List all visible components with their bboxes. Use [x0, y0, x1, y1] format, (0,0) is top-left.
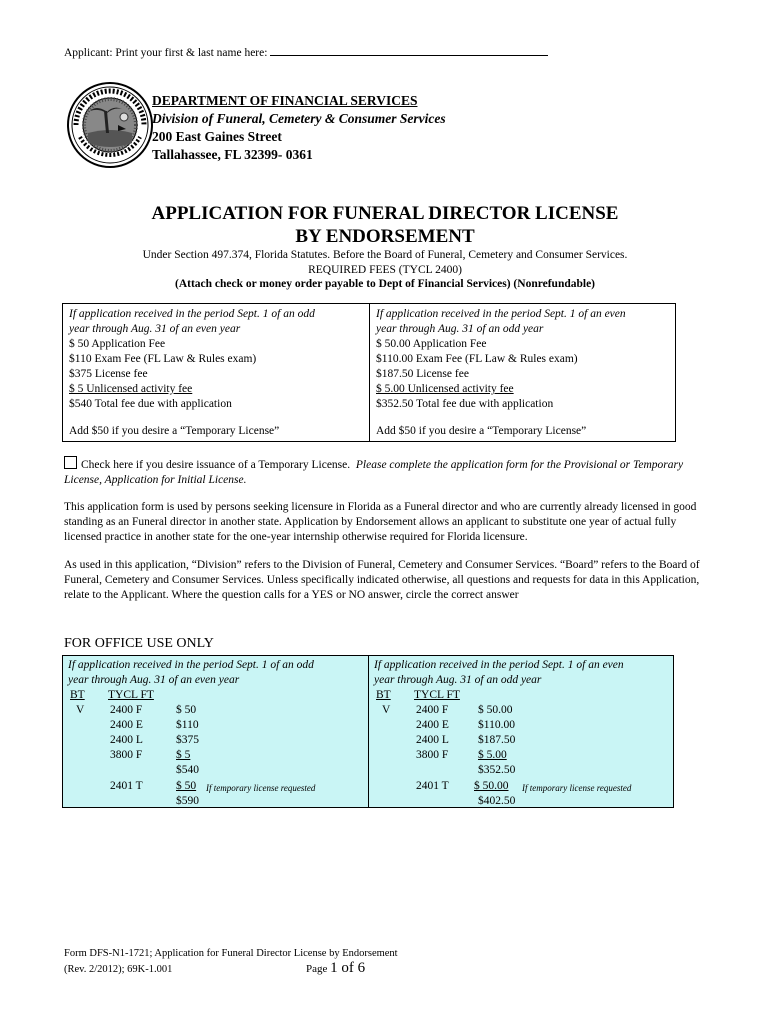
fee-line: $ 5 Unlicensed activity fee [69, 383, 193, 395]
office-use-heading: FOR OFFICE USE ONLY [64, 636, 214, 651]
tycl-code: 2400 L [416, 734, 449, 746]
temporary-license-checkbox[interactable] [64, 456, 77, 469]
fee-amount: $375 [176, 734, 199, 746]
fee-subtotal: $540 [176, 764, 199, 776]
fee-line: $ 50 Application Fee [69, 338, 166, 350]
applicant-label: Applicant: Print your first & last name here: [64, 47, 268, 59]
fee-column-even-odd [369, 304, 675, 441]
applicant-name-field[interactable] [270, 45, 548, 56]
fee-amount: $ 50 [176, 704, 197, 716]
fee-total: $352.50 Total fee due with application [376, 398, 554, 410]
bt-header: BT [70, 689, 85, 701]
form-title: APPLICATION FOR FUNERAL DIRECTOR LICENSE [151, 203, 619, 224]
tycl-header: TYCL FT [108, 689, 154, 701]
fee-table [62, 303, 676, 442]
department-address [152, 92, 446, 164]
tycl-code: 2400 E [416, 719, 449, 731]
tycl-code: 2400 F [110, 704, 143, 716]
fee-amount: $ 5.00 [478, 749, 507, 761]
temporary-note: If temporary license requested [206, 783, 316, 793]
fee-period-header: If application received in the period Sept. 1 of an even [376, 308, 626, 320]
fee-amount: $ 50.00 [474, 780, 509, 792]
fee-line: $ 50.00 Application Fee [376, 338, 487, 350]
fee-line: $187.50 License fee [376, 368, 469, 380]
tycl-code: 2400 F [416, 704, 449, 716]
temporary-license-label: Check here if you desire issuance of a Temporary License. [81, 459, 351, 471]
revision-info: (Rev. 2/2012); 69K-1.001 [64, 964, 173, 975]
temporary-license-row [64, 456, 704, 488]
page-label: Page [306, 963, 328, 975]
tycl-code: 2401 T [416, 780, 449, 792]
fee-total: $590 [176, 795, 199, 807]
fee-line: $ 5.00 Unlicensed activity fee [376, 383, 514, 395]
fee-period-header: year through Aug. 31 of an even year [69, 323, 241, 335]
fee-column-odd-even [63, 304, 369, 441]
fee-total: $402.50 [478, 795, 516, 807]
fee-period-header: If application received in the period Sept. 1 of an odd [69, 308, 315, 320]
definitions-paragraph: As used in this application, “Division” refers to the Division of Funeral, Cemetery and Consumer Services. “Board” refers to the Board of Funeral, Cemetery and Consumer Services. Unless specifically indicated otherwise, all questions and requests for data in this Application, relate to the Applicant. Where the question calls for a YES or NO answer, circle the correct answer [64, 559, 700, 601]
fee-subtotal: $352.50 [478, 764, 516, 776]
temporary-license-instructions: Please complete the application form for the Provisional or Temporary License, Application for Initial License. [64, 459, 684, 486]
tycl-code: 3800 F [416, 749, 449, 761]
fee-amount: $ 50 [176, 780, 197, 792]
office-period-header: If application received in the period Sept. 1 of an even [374, 659, 624, 671]
fee-line: $110.00 Exam Fee (FL Law & Rules exam) [376, 353, 578, 365]
fee-amount: $ 5 [176, 749, 191, 761]
office-period-header: If application received in the period Sept. 1 of an odd [68, 659, 314, 671]
fee-amount: $ 50.00 [478, 704, 513, 716]
tycl-code: 2400 L [110, 734, 143, 746]
city-address: Tallahassee, FL 32399- 0361 [152, 147, 313, 162]
fee-amount: $110.00 [478, 719, 515, 731]
fee-amount: $187.50 [478, 734, 516, 746]
office-column-odd-even [63, 656, 368, 807]
temporary-license-note: Add $50 if you desire a “Temporary License” [69, 425, 280, 437]
fee-line: $375 License fee [69, 368, 148, 380]
office-period-header: year through Aug. 31 of an odd year [374, 674, 542, 686]
office-period-header: year through Aug. 31 of an even year [68, 674, 240, 686]
fee-period-header: year through Aug. 31 of an odd year [376, 323, 544, 335]
temporary-note: If temporary license requested [522, 783, 632, 793]
street-address: 200 East Gaines Street [152, 129, 282, 144]
bt-value: V [382, 704, 391, 716]
purpose-paragraph: This application form is used by persons seeking licensure in Florida as a Funeral director and who are currently already licensed in good standing as an Funeral director in another state. Application by Endorsement allows an applicant to substitute one year of actual fully licensed practice in another state for the one-year internship otherwise required for Florida licensure. [64, 501, 697, 543]
temporary-license-note: Add $50 if you desire a “Temporary License” [376, 425, 587, 437]
fee-total: $540 Total fee due with application [69, 398, 232, 410]
page-indicator [306, 960, 365, 977]
payment-instructions: (Attach check or money order payable to Dept of Financial Services) (Nonrefundable) [174, 278, 596, 290]
bt-header: BT [376, 689, 391, 701]
department-name: DEPARTMENT OF FINANCIAL SERVICES [152, 93, 418, 108]
division-name: Division of Funeral, Cemetery & Consumer Services [152, 111, 446, 126]
tycl-code: 3800 F [110, 749, 143, 761]
office-use-table [62, 655, 674, 808]
applicant-name-line [64, 45, 548, 59]
page-number: 1 of 6 [330, 960, 366, 976]
fee-line: $110 Exam Fee (FL Law & Rules exam) [69, 353, 257, 365]
form-subtitle: BY ENDORSEMENT [295, 226, 475, 247]
state-seal-icon [66, 81, 154, 169]
bt-value: V [76, 704, 85, 716]
tycl-header: TYCL FT [414, 689, 460, 701]
tycl-code: 2401 T [110, 780, 143, 792]
form-number: Form DFS-N1-1721; Application for Funeral Director License by Endorsement [64, 948, 398, 959]
statute-line: Under Section 497.374, Florida Statutes. Before the Board of Funeral, Cemetery and Consumer Services. [142, 249, 628, 261]
office-column-even-odd [368, 656, 673, 807]
tycl-code: 2400 E [110, 719, 143, 731]
required-fees-line: REQUIRED FEES (TYCL 2400) [308, 264, 462, 276]
fee-amount: $110 [176, 719, 199, 731]
